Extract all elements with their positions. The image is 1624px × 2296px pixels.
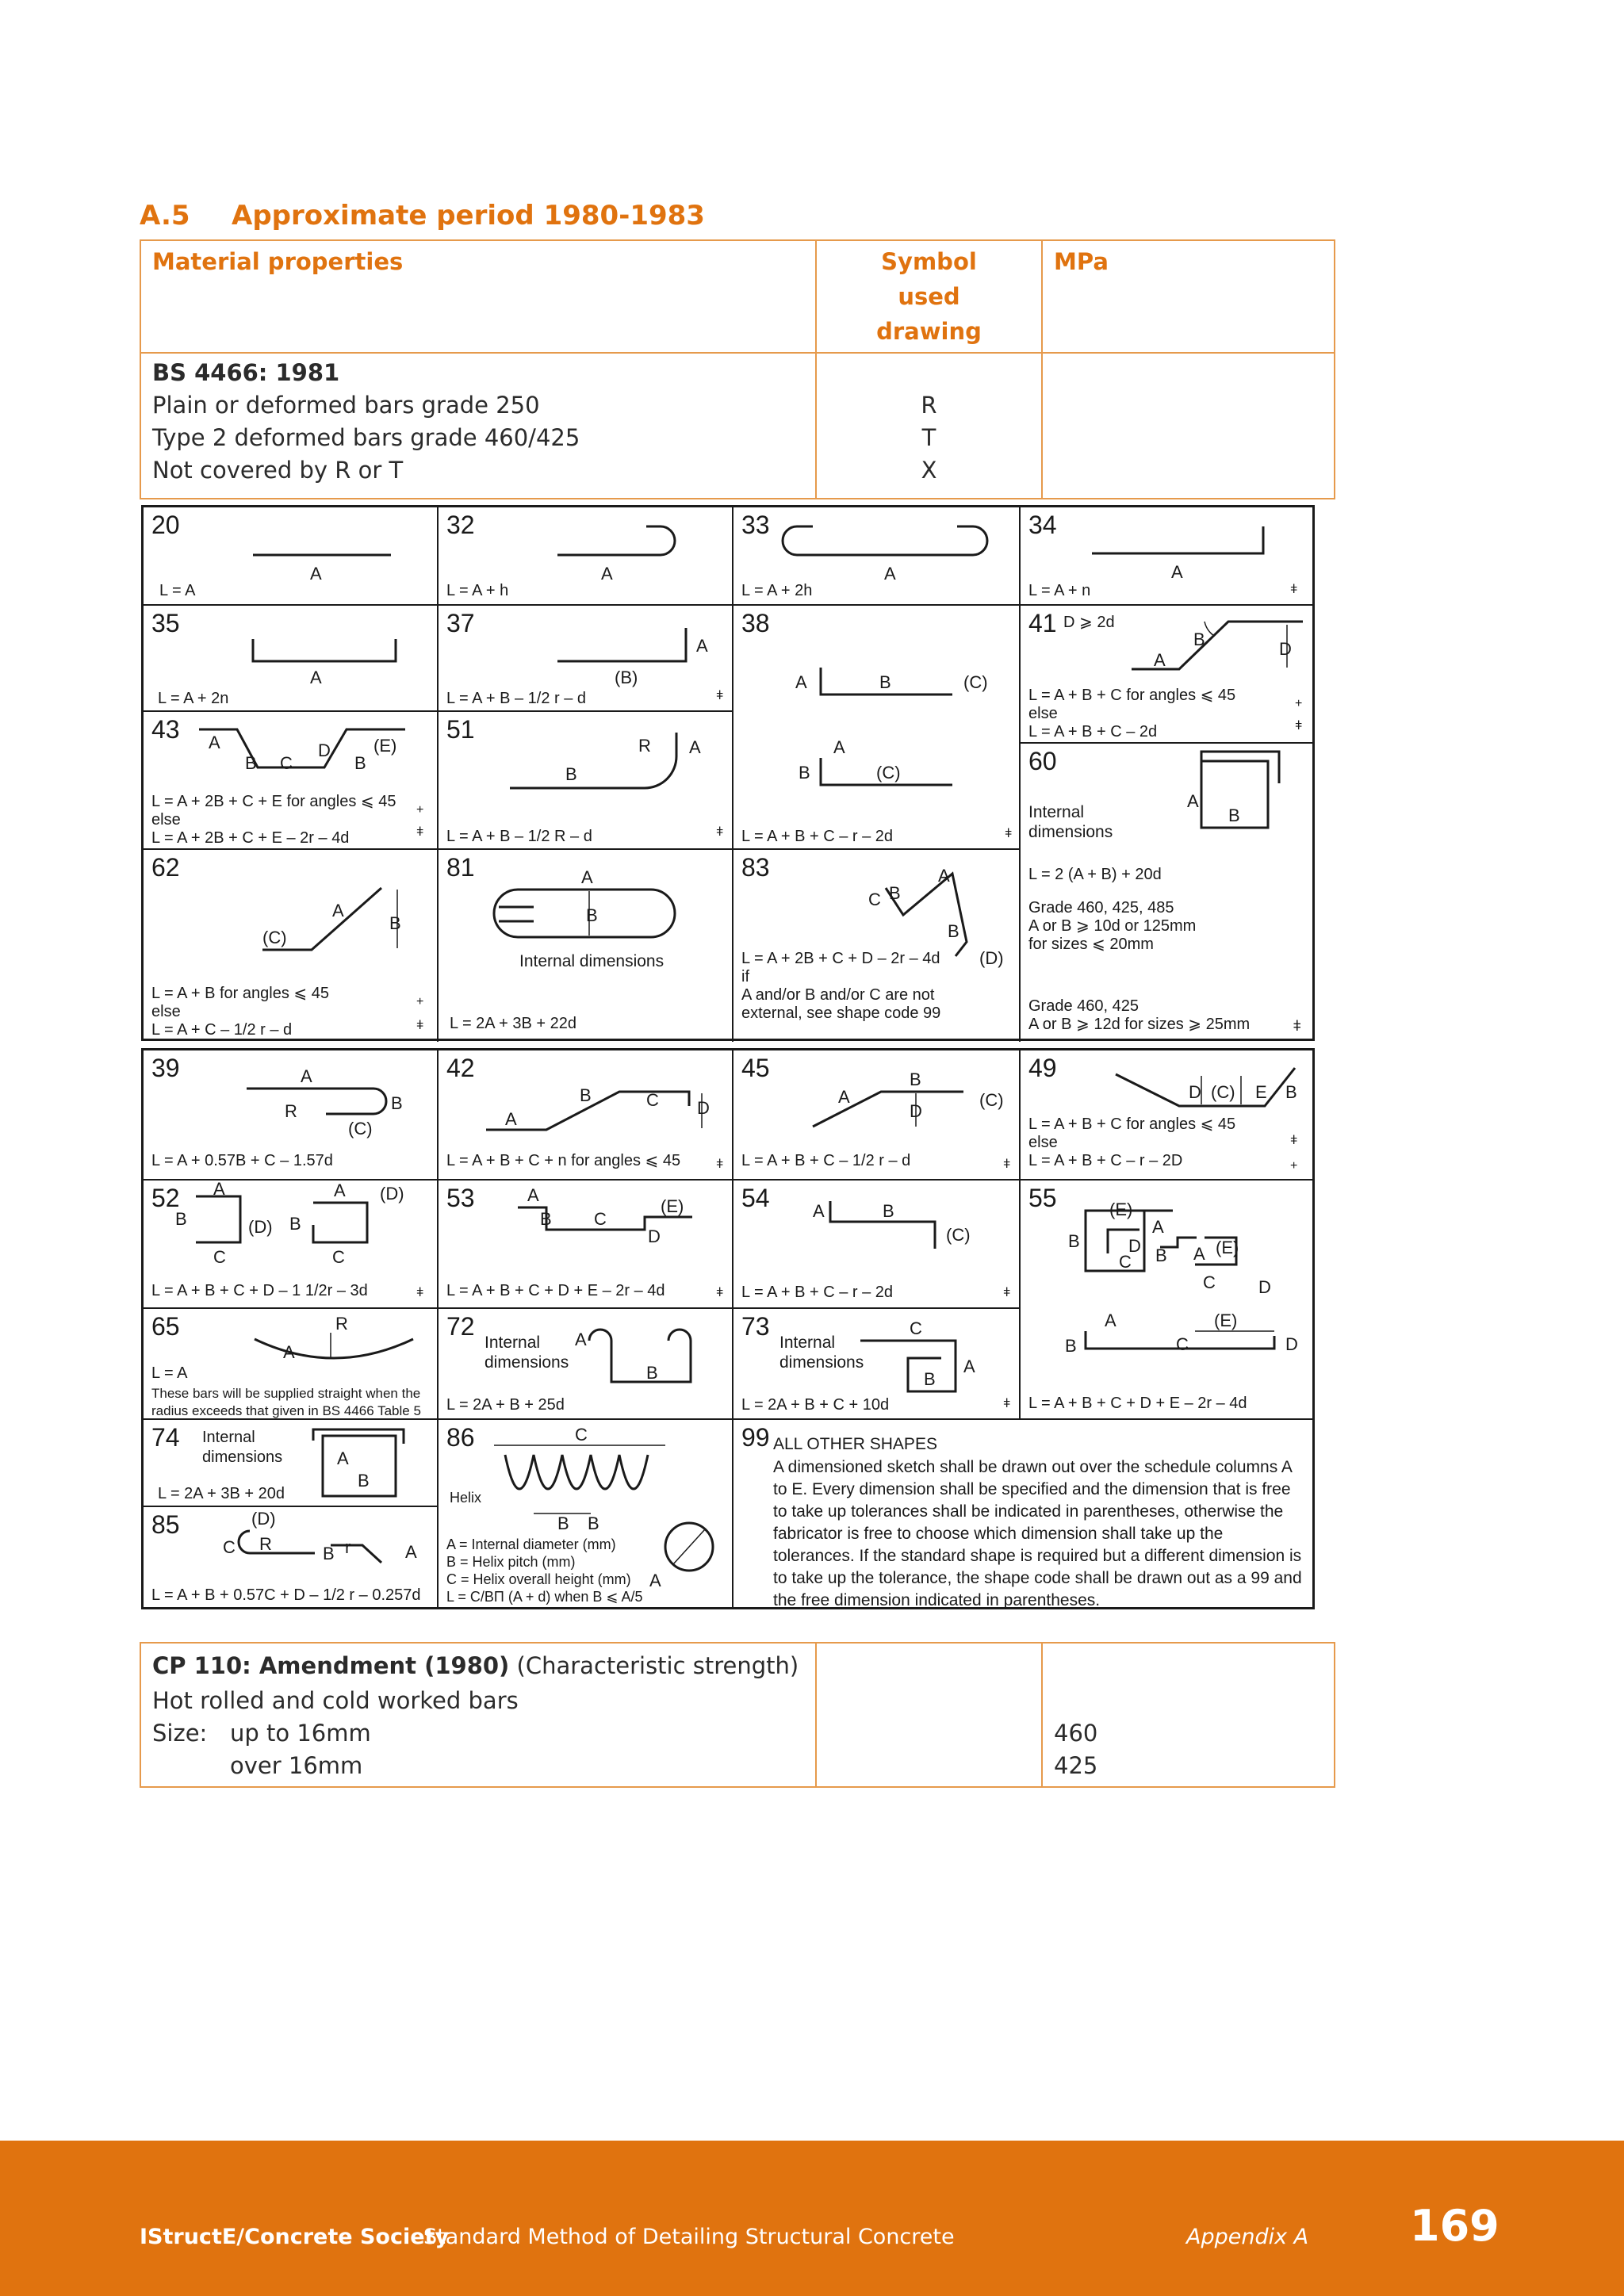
svg-text:C: C <box>1203 1272 1216 1292</box>
tolerance-mark: ǂ <box>1293 1018 1301 1034</box>
shape-38-diagram <box>733 606 1021 850</box>
svg-text:C: C <box>646 1090 659 1110</box>
svg-text:B: B <box>889 883 901 903</box>
shape-43 <box>144 712 439 850</box>
svg-text:r: r <box>345 1537 351 1557</box>
shape-grade-note: Grade 460, 425, 485 A or B ⩾ 10d or 125mm for sizes ⩽ 20mm <box>1028 899 1197 953</box>
svg-text:+: + <box>416 803 424 817</box>
shape-code: 41 <box>1028 609 1057 637</box>
svg-text:D: D <box>910 1101 922 1121</box>
svg-text:(C): (C) <box>876 763 901 783</box>
svg-text:A: A <box>301 1066 312 1086</box>
shape-72 <box>439 1309 733 1420</box>
shape-definitions: A = Internal diameter (mm) B = Helix pitch (mm) C = Helix overall height (mm) L = C/BΠ (A + d) when B ⩽ A/5 <box>446 1536 643 1605</box>
svg-text:A: A <box>601 564 613 584</box>
shape-code: 72 <box>446 1312 475 1341</box>
svg-text:C: C <box>1176 1334 1189 1354</box>
characteristic-strength-table <box>140 1642 1335 1788</box>
shape-code: 33 <box>741 511 770 539</box>
svg-text:(E): (E) <box>1216 1238 1239 1257</box>
shape-code: 54 <box>741 1184 770 1212</box>
section-title: Approximate period 1980-1983 <box>232 200 705 232</box>
svg-text:D: D <box>318 740 331 760</box>
shape-37 <box>439 606 733 712</box>
svg-text:A: A <box>813 1201 825 1221</box>
svg-text:(D): (D) <box>979 948 1004 968</box>
symbol-value: R <box>921 392 937 419</box>
shape-code: 85 <box>151 1510 180 1539</box>
shape-53 <box>439 1181 733 1309</box>
footer-appendix: Appendix A <box>1186 2225 1309 2249</box>
shape-73 <box>733 1309 1021 1420</box>
svg-text:B: B <box>565 764 577 784</box>
material-row: Type 2 deformed bars grade 460/425 <box>152 424 580 451</box>
svg-text:B: B <box>354 753 366 773</box>
shape-code: 83 <box>741 853 770 882</box>
svg-text:B: B <box>289 1214 301 1234</box>
shape-code: 42 <box>446 1054 475 1082</box>
shape-code: 62 <box>151 853 180 882</box>
svg-text:ǂ: ǂ <box>1003 1286 1011 1299</box>
svg-text:R: R <box>335 1314 348 1334</box>
svg-text:ǂ: ǂ <box>1003 1397 1011 1410</box>
svg-text:A: A <box>938 866 950 886</box>
svg-text:A: A <box>310 668 322 687</box>
svg-text:(E): (E) <box>661 1196 684 1216</box>
svg-text:B: B <box>1228 806 1240 825</box>
svg-text:A: A <box>283 1342 295 1362</box>
svg-text:R: R <box>259 1534 272 1554</box>
shape-formula: L = 2A + B + C + 10d <box>741 1396 890 1414</box>
svg-text:B: B <box>879 672 891 692</box>
shape-formula: L = A + B + C for angles ⩽ 45 else L = A + B + C – r – 2D <box>1028 1115 1236 1169</box>
shape-code: 35 <box>151 609 180 637</box>
cp110-subtitle: (Characteristic strength) <box>516 1652 799 1679</box>
svg-text:(D): (D) <box>248 1217 273 1237</box>
svg-text:A: A <box>213 1179 225 1199</box>
svg-text:(C): (C) <box>1211 1082 1235 1102</box>
cp110-title: CP 110: Amendment (1980) <box>152 1652 510 1679</box>
svg-text:A: A <box>795 672 807 692</box>
shape-99 <box>733 1420 1312 1607</box>
svg-text:ǂ: ǂ <box>416 825 424 839</box>
symbol-value: T <box>921 424 936 451</box>
shape-81-diagram <box>439 850 733 1042</box>
shape-39 <box>144 1050 439 1181</box>
shape-86 <box>439 1420 733 1607</box>
shape-grade-note: Grade 460, 425 A or B ⩾ 12d for sizes ⩾ 25mm <box>1028 997 1251 1033</box>
size-row: over 16mm <box>230 1752 363 1779</box>
svg-text:A: A <box>1171 562 1183 582</box>
shape-65 <box>144 1309 439 1420</box>
header-symbol-text: Symbol used drawing <box>876 248 982 345</box>
shape-code: 86 <box>446 1423 475 1452</box>
shape-52 <box>144 1181 439 1309</box>
svg-text:A: A <box>581 867 593 887</box>
shape-code: 38 <box>741 609 770 637</box>
svg-text:C: C <box>332 1247 345 1267</box>
page-footer <box>0 2141 1624 2296</box>
svg-text:B: B <box>391 1093 403 1113</box>
shape-note: Internal dimensions <box>202 1429 283 1466</box>
material-properties-table <box>140 239 1335 499</box>
shape-55-diagram <box>1021 1181 1312 1420</box>
page-number: 169 <box>1410 2201 1500 2251</box>
svg-text:B: B <box>358 1471 370 1490</box>
svg-text:A: A <box>1152 1217 1164 1237</box>
svg-text:B: B <box>910 1070 921 1089</box>
shape-code: 73 <box>741 1312 770 1341</box>
material-row: Not covered by R or T <box>152 457 404 484</box>
svg-text:D: D <box>1189 1082 1201 1102</box>
shape-formula: L = A + 2n <box>158 690 229 707</box>
shape-formula: L = A + 2h <box>741 582 813 599</box>
svg-text:B: B <box>948 921 959 941</box>
standard-name: BS 4466: 1981 <box>152 359 340 386</box>
svg-text:A: A <box>334 1181 346 1200</box>
svg-text:+: + <box>1295 697 1303 710</box>
shape-formula: L = A + B + C for angles ⩽ 45 else L = A + B + C – 2d <box>1028 687 1236 740</box>
shape-38 <box>733 606 1021 850</box>
svg-text:B: B <box>1193 629 1205 649</box>
size-label: Size: <box>152 1720 208 1747</box>
shape-formula: L = A + B + C – 1/2 r – d <box>741 1152 911 1169</box>
shape-formula: L = A + B + C + D + E – 2r – 4d <box>446 1282 665 1299</box>
shape-code: 52 <box>151 1184 180 1212</box>
shape-code: 74 <box>151 1423 180 1452</box>
shape-74 <box>144 1420 439 1507</box>
shape-60-details <box>1021 850 1312 1042</box>
svg-text:B: B <box>323 1544 335 1563</box>
svg-text:A: A <box>527 1185 539 1205</box>
svg-text:B: B <box>1285 1082 1297 1102</box>
svg-text:B: B <box>1068 1231 1080 1251</box>
svg-text:A: A <box>209 733 220 752</box>
shape-code: 43 <box>151 715 180 744</box>
footer-title: Standard Method of Detailing Structural Concrete <box>423 2225 955 2249</box>
shape-55 <box>1021 1181 1312 1420</box>
shape-62 <box>144 850 439 1042</box>
svg-text:A: A <box>884 564 896 584</box>
symbol-value: X <box>921 457 937 484</box>
shape-code: 49 <box>1028 1054 1057 1082</box>
shape-formula: L = A + 0.57B + C – 1.57d <box>151 1152 333 1169</box>
shape-note: These bars will be supplied straight when the radius exceeds that given in BS 4466 Table 5 <box>151 1386 421 1418</box>
svg-text:C: C <box>223 1537 236 1557</box>
svg-text:D: D <box>1279 639 1292 659</box>
svg-text:B: B <box>1155 1246 1167 1265</box>
svg-text:D: D <box>1258 1277 1271 1297</box>
shape-formula: L = A + 2B + C + E for angles ⩽ 45 else L = A + 2B + C + E – 2r – 4d <box>151 793 396 847</box>
section-number: A.5 <box>140 200 190 232</box>
svg-text:(C): (C) <box>348 1119 373 1138</box>
shape-formula: L = 2A + 3B + 22d <box>450 1015 576 1032</box>
svg-text:+: + <box>1290 1159 1298 1173</box>
shape-code-grid-2 <box>141 1048 1315 1609</box>
svg-text:B: B <box>924 1369 936 1389</box>
svg-text:D: D <box>648 1226 661 1246</box>
shape-code: 39 <box>151 1054 180 1082</box>
svg-text:R: R <box>638 736 651 756</box>
svg-text:D: D <box>697 1098 710 1118</box>
shape-note: Internal dimensions <box>1028 803 1113 841</box>
svg-text:B: B <box>175 1209 187 1229</box>
svg-text:A: A <box>833 737 845 757</box>
shape-formula: L = A + n <box>1028 582 1091 599</box>
strength-value: 460 <box>1054 1720 1098 1747</box>
shape-code: 81 <box>446 853 475 882</box>
shape-code: 37 <box>446 609 475 637</box>
shape-code: 60 <box>1028 747 1057 775</box>
svg-text:A: A <box>649 1571 661 1590</box>
shape-51 <box>439 712 733 850</box>
shape-formula: L = A + B + C – r – 2d <box>741 828 894 845</box>
shape-formula: L = A <box>159 582 196 599</box>
svg-text:C: C <box>280 753 293 773</box>
svg-text:ǂ: ǂ <box>716 689 724 702</box>
svg-text:(D): (D) <box>251 1509 276 1529</box>
symbol-list <box>816 353 1042 499</box>
svg-text:(C): (C) <box>946 1225 971 1245</box>
shape-49 <box>1021 1050 1312 1181</box>
strength-value: 425 <box>1054 1752 1098 1779</box>
svg-text:A: A <box>575 1330 587 1349</box>
shape-note: Internal dimensions <box>519 952 665 970</box>
svg-text:A: A <box>689 737 701 757</box>
cp110-bar-type: Hot rolled and cold worked bars <box>152 1687 519 1714</box>
shape-35 <box>144 606 439 712</box>
cp110-description <box>140 1643 816 1787</box>
shape-code-grid-1 <box>141 505 1315 1041</box>
svg-text:(E): (E) <box>1109 1200 1133 1219</box>
shape-20 <box>144 507 439 606</box>
shape-formula: L = A + h <box>446 582 509 599</box>
shape-code: 55 <box>1028 1184 1057 1212</box>
svg-text:(D): (D) <box>380 1184 404 1203</box>
shape-32 <box>439 507 733 606</box>
material-list <box>140 353 816 499</box>
svg-text:(E): (E) <box>1214 1311 1238 1330</box>
svg-text:C: C <box>575 1425 588 1445</box>
svg-text:(C): (C) <box>979 1090 1004 1110</box>
svg-text:A: A <box>1105 1311 1116 1330</box>
shape-60 <box>1021 744 1312 850</box>
size-row: up to 16mm <box>230 1720 371 1747</box>
shape-formula: L = A + B – 1/2 R – d <box>446 828 592 845</box>
svg-text:R: R <box>285 1101 297 1121</box>
mpa-list <box>1042 353 1335 499</box>
shape-83 <box>733 850 1021 1042</box>
svg-text:B: B <box>586 905 598 925</box>
svg-text:(C): (C) <box>262 928 287 947</box>
svg-text:ǂ: ǂ <box>1290 583 1298 596</box>
svg-text:B: B <box>588 1513 599 1533</box>
svg-text:ǂ: ǂ <box>416 1286 424 1299</box>
shape-formula: L = A + B + 0.57C + D – 1/2 r – 0.257d <box>151 1586 421 1604</box>
shape-formula: L = A + 2B + C + D – 2r – 4d if A and/or B and/or C are not external, see shape code 99 <box>741 950 941 1022</box>
svg-text:E: E <box>1255 1082 1267 1102</box>
svg-text:A: A <box>1193 1244 1205 1264</box>
svg-text:B: B <box>646 1363 658 1383</box>
svg-text:A: A <box>838 1087 850 1107</box>
shape-formula: L = 2 (A + B) + 20d <box>1028 866 1162 883</box>
svg-text:B: B <box>557 1513 569 1533</box>
shape-code: 45 <box>741 1054 770 1082</box>
shape-formula: L = 2A + 3B + 20d <box>158 1485 285 1502</box>
shape-formula: L = A <box>151 1364 188 1382</box>
svg-text:+: + <box>416 995 424 1008</box>
shape-code: 34 <box>1028 511 1057 539</box>
svg-text:(E): (E) <box>373 736 397 756</box>
shape-54 <box>733 1181 1021 1309</box>
shape-formula: L = A + B for angles ⩽ 45 else L = A + C – 1/2 r – d <box>151 985 329 1039</box>
shape-42 <box>439 1050 733 1181</box>
svg-text:C: C <box>213 1247 226 1267</box>
shape-heading: ALL OTHER SHAPES <box>773 1435 937 1453</box>
shape-41 <box>1021 606 1312 744</box>
svg-text:B: B <box>883 1201 894 1221</box>
svg-text:D: D <box>1285 1334 1298 1354</box>
svg-text:A: A <box>1154 650 1166 670</box>
svg-text:C: C <box>868 890 881 909</box>
shape-formula: L = A + B – 1/2 r – d <box>446 690 587 707</box>
svg-text:ǂ: ǂ <box>1290 1134 1298 1147</box>
shape-33 <box>733 507 1021 606</box>
svg-text:B: B <box>580 1085 592 1105</box>
shape-81 <box>439 850 733 1042</box>
shape-condition: D ⩾ 2d <box>1063 614 1115 631</box>
footer-organisation: IStructE/Concrete Society <box>140 2225 450 2249</box>
svg-text:ǂ: ǂ <box>716 825 724 839</box>
svg-text:C: C <box>910 1318 922 1338</box>
cp110-mpa <box>1042 1643 1335 1787</box>
shape-code: 32 <box>446 511 475 539</box>
shape-85 <box>144 1507 439 1607</box>
header-material-properties: Material properties <box>140 240 816 353</box>
shape-note: Internal dimensions <box>779 1334 864 1372</box>
svg-text:(B): (B) <box>615 668 638 687</box>
shape-description: A dimensioned sketch shall be drawn out over the schedule columns A to E. Every dimension shall be specified and the dimension that is free to take up tolerances shall be indicated in parentheses, otherwise the fabricator is free to choose which dimension shall take up the tolerances. If the standard shape is required but a different dimension is to take up the tolerance, the shape code shall be drawn out as a 99 and the free dimension indicated in parentheses. <box>773 1458 1302 1609</box>
shape-code: 20 <box>151 511 180 539</box>
shape-formula: L = A + B + C + n for angles ⩽ 45 <box>446 1152 681 1169</box>
svg-text:Helix: Helix <box>450 1490 482 1506</box>
svg-text:A: A <box>332 901 344 920</box>
svg-text:A: A <box>696 636 708 656</box>
svg-text:B: B <box>799 763 810 783</box>
svg-text:A: A <box>1187 791 1199 811</box>
svg-text:B: B <box>540 1209 552 1229</box>
shape-code: 99 <box>741 1423 770 1452</box>
header-mpa: MPa <box>1042 240 1335 353</box>
svg-text:B: B <box>1065 1336 1077 1356</box>
svg-text:ǂ: ǂ <box>1003 1158 1011 1171</box>
svg-text:A: A <box>405 1542 417 1562</box>
shape-formula: L = A + B + C + D – 1 1/2r – 3d <box>151 1282 368 1299</box>
shape-note: Internal dimensions <box>485 1334 569 1372</box>
svg-text:A: A <box>310 564 322 584</box>
material-row: Plain or deformed bars grade 250 <box>152 392 540 419</box>
svg-text:ǂ: ǂ <box>1005 827 1013 840</box>
svg-text:A: A <box>963 1357 975 1376</box>
svg-text:ǂ: ǂ <box>716 1286 724 1299</box>
shape-formula: L = A + B + C – r – 2d <box>741 1284 894 1301</box>
shape-code: 53 <box>446 1184 475 1212</box>
shape-formula: L = 2A + B + 25d <box>446 1396 565 1414</box>
svg-text:ǂ: ǂ <box>416 1019 424 1032</box>
section-heading <box>140 200 705 232</box>
svg-text:C: C <box>1119 1252 1132 1272</box>
shape-45 <box>733 1050 1021 1181</box>
cp110-symbol <box>816 1643 1042 1787</box>
svg-text:(C): (C) <box>963 672 988 692</box>
svg-text:ǂ: ǂ <box>716 1158 724 1171</box>
svg-text:A: A <box>505 1109 517 1129</box>
svg-text:A: A <box>337 1448 349 1468</box>
svg-text:B: B <box>245 753 257 773</box>
svg-text:C: C <box>594 1209 607 1229</box>
svg-text:B: B <box>389 913 401 933</box>
shape-formula: L = A + B + C + D + E – 2r – 4d <box>1028 1395 1247 1412</box>
svg-text:D: D <box>1128 1236 1141 1256</box>
header-symbol <box>816 240 1042 353</box>
svg-text:ǂ: ǂ <box>1295 719 1303 733</box>
shape-code: 51 <box>446 715 475 744</box>
shape-code: 65 <box>151 1312 180 1341</box>
shape-34 <box>1021 507 1312 606</box>
